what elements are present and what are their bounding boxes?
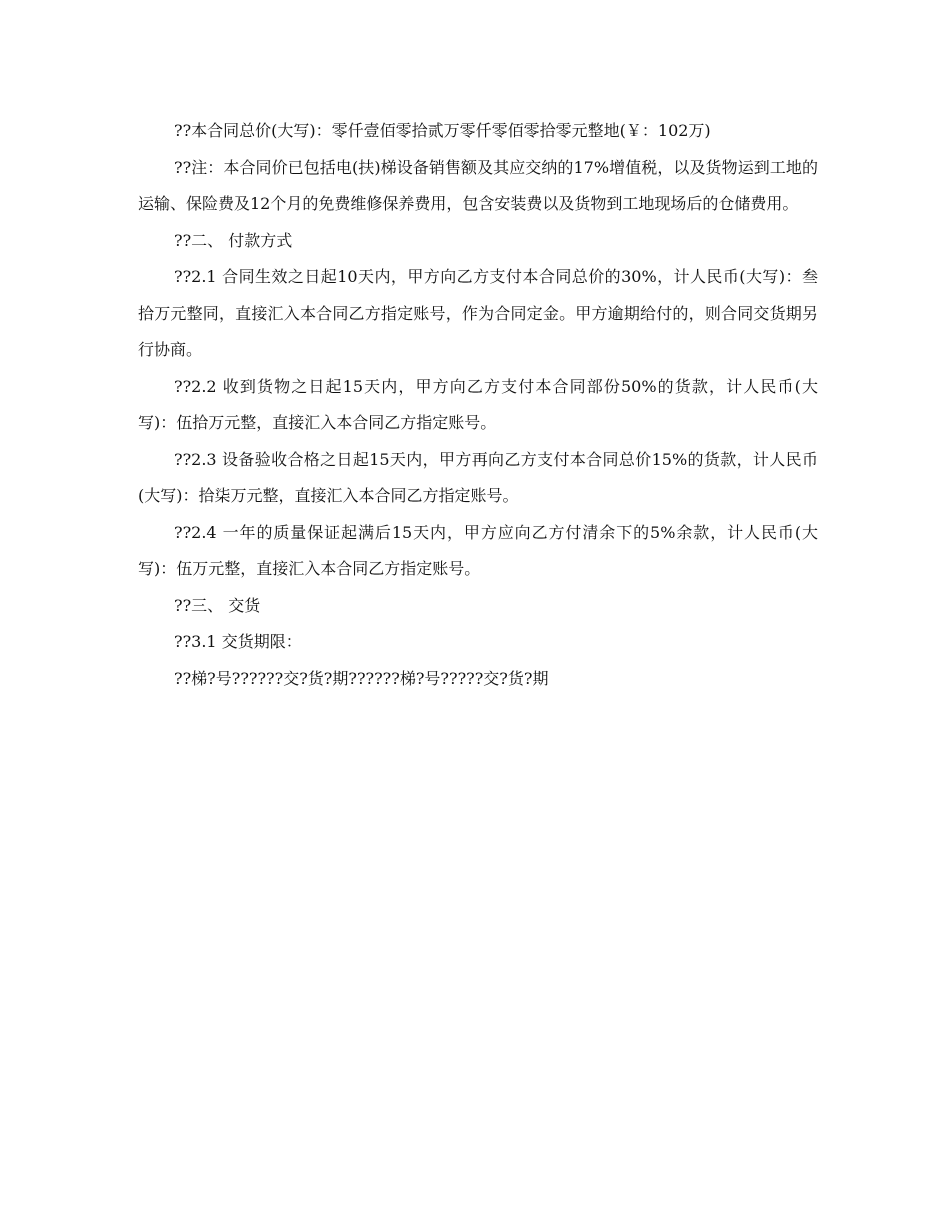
- payment-clause-2-1: ??2.1 合同生效之日起10天内，甲方向乙方支付本合同总价的30%，计人民币(大写)：叁拾万元整同，直接汇入本合同乙方指定账号，作为合同定金。甲方逾期给付的，则合同交货期另行协商。: [138, 267, 818, 359]
- delivery-clause-3-1: ??3.1 交货期限：: [174, 632, 302, 651]
- section-heading-payment: ??二、 付款方式: [174, 230, 293, 250]
- document-body: [138, 113, 818, 697]
- payment-clause-2-3: ??2.3 设备验收合格之日起15天内，甲方再向乙方支付本合同总价15%的货款，计人民币(大写)：拾柒万元整，直接汇入本合同乙方指定账号。: [138, 449, 818, 505]
- payment-clause-2-4: ??2.4 一年的质量保证起满后15天内，甲方应向乙方付清余下的5%余款，计人民币(大写)：伍万元整，直接汇入本合同乙方指定账号。: [138, 522, 818, 578]
- delivery-schedule-header: ??梯?号??????交?货?期??????梯?号?????交?货?期: [174, 668, 549, 688]
- contract-total-price: ??本合同总价(大写)：零仟壹佰零拾贰万零仟零佰零拾零元整地(￥：102万): [174, 121, 711, 140]
- section-heading-delivery: ??三、 交货: [174, 595, 261, 615]
- payment-clause-2-2: ??2.2 收到货物之日起15天内，甲方向乙方支付本合同部份50%的货款，计人民币(大写)：伍拾万元整，直接汇入本合同乙方指定账号。: [138, 376, 818, 432]
- price-note: ??注：本合同价已包括电(扶)梯设备销售额及其应交纳的17%增值税，以及货物运到工地的运输、保险费及12个月的免费维修保养费用，包含安装费以及货物到工地现场后的仓储费用。: [138, 157, 818, 213]
